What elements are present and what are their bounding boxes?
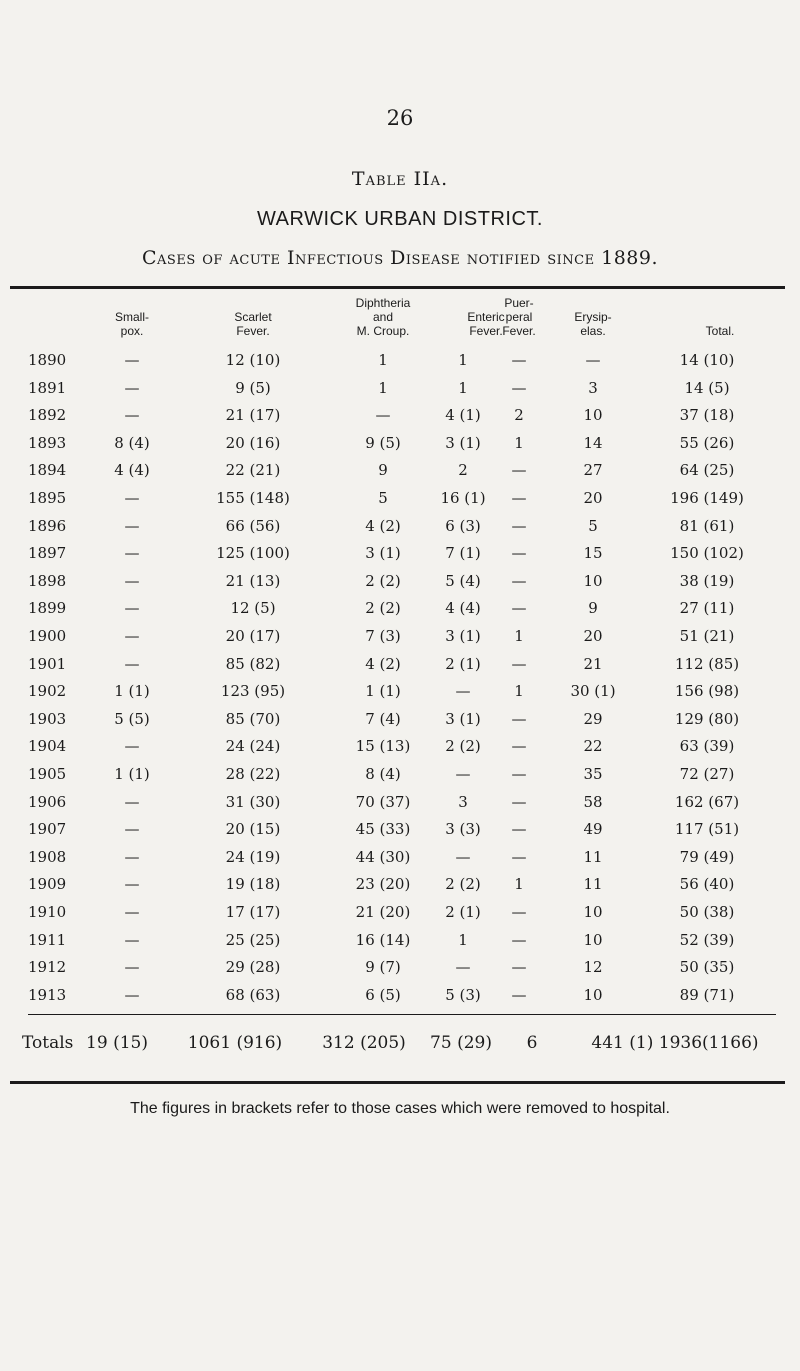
scarlet-fever-cell: 21 (17)	[225, 406, 281, 425]
totals-rule	[28, 1014, 776, 1015]
table-row	[0, 875, 800, 903]
diphtheria-cell: 9 (7)	[365, 958, 401, 977]
smallpox-cell: —	[124, 599, 140, 618]
puerperal-fever-cell: 1	[514, 627, 524, 645]
table-row	[0, 434, 800, 462]
table-title: Table IIa.	[351, 168, 449, 190]
puerperal-fever-cell: —	[511, 709, 527, 728]
header-erysipelas: Erysip- elas.	[574, 310, 612, 338]
smallpox-cell: —	[124, 654, 140, 673]
smallpox-cell: —	[124, 378, 140, 397]
table-row	[0, 599, 800, 627]
year-cell: 1909	[28, 875, 67, 894]
enteric-fever-cell: 1	[458, 378, 468, 397]
district-heading: WARWICK URBAN DISTRICT.	[257, 208, 543, 230]
header-total: Total.	[705, 324, 735, 338]
header-smallpox: Small- pox.	[114, 310, 150, 338]
total-cell: 117 (51)	[674, 820, 740, 839]
scarlet-fever-cell: 20 (15)	[225, 820, 281, 839]
year-cell: 1893	[28, 433, 67, 452]
erysipelas-cell: 58	[583, 792, 603, 811]
erysipelas-cell: 15	[583, 544, 603, 563]
year-cell: 1895	[28, 489, 67, 507]
total-cell: 156 (98)	[674, 682, 740, 701]
year-cell: 1907	[28, 820, 67, 839]
diphtheria-cell: 5	[378, 489, 388, 507]
smallpox-cell: —	[124, 571, 140, 590]
enteric-fever-cell: 2 (1)	[445, 654, 481, 673]
scarlet-fever-cell: 12 (5)	[230, 599, 276, 618]
erysipelas-cell: 22	[583, 737, 603, 756]
totals-erysipelas-and-total: 441 (1) 1936(1166)	[591, 1033, 759, 1053]
diphtheria-cell: 44 (30)	[355, 847, 411, 866]
enteric-fever-cell: 3	[458, 792, 468, 811]
erysipelas-cell: 10	[583, 985, 603, 1004]
header-diphtheria: Diphtheria and M. Croup.	[355, 296, 411, 338]
erysipelas-cell: 10	[583, 571, 603, 590]
puerperal-fever-cell: 1	[514, 682, 524, 701]
enteric-fever-cell: 7 (1)	[445, 544, 481, 563]
year-cell: 1905	[28, 765, 67, 783]
enteric-fever-cell: —	[455, 765, 471, 783]
erysipelas-cell: 21	[583, 654, 603, 673]
diphtheria-cell: 7 (4)	[365, 709, 401, 728]
page-number: 26	[386, 106, 414, 130]
table-row	[0, 903, 800, 931]
header-scarlet-fever: Scarlet Fever.	[234, 310, 272, 338]
smallpox-cell: —	[124, 737, 140, 756]
enteric-fever-cell: 16 (1)	[440, 489, 486, 507]
erysipelas-cell: 3	[588, 378, 598, 397]
puerperal-fever-cell: —	[511, 516, 527, 535]
total-cell: 81 (61)	[679, 516, 735, 535]
scarlet-fever-cell: 20 (16)	[225, 433, 281, 452]
table-row	[0, 461, 800, 489]
puerperal-fever-cell: 2	[514, 406, 524, 425]
table-row	[0, 379, 800, 407]
diphtheria-cell: 70 (37)	[355, 792, 411, 811]
total-cell: 56 (40)	[679, 875, 735, 894]
table-row	[0, 710, 800, 738]
smallpox-cell: 1 (1)	[114, 682, 150, 701]
year-cell: 1912	[28, 958, 67, 977]
totals-puerperal-fever: 6	[526, 1033, 538, 1053]
diphtheria-cell: 16 (14)	[355, 930, 411, 949]
scarlet-fever-cell: 85 (82)	[225, 654, 281, 673]
scarlet-fever-cell: 25 (25)	[225, 930, 281, 949]
year-cell: 1902	[28, 682, 67, 701]
erysipelas-cell: 20	[583, 627, 603, 645]
diphtheria-cell: 2 (2)	[365, 571, 401, 590]
erysipelas-cell: 5	[588, 516, 598, 535]
erysipelas-cell: 49	[583, 820, 603, 839]
smallpox-cell: —	[124, 847, 140, 866]
scarlet-fever-cell: 123 (95)	[220, 682, 286, 701]
total-cell: 196 (149)	[670, 489, 744, 507]
scarlet-fever-cell: 68 (63)	[225, 985, 281, 1004]
diphtheria-cell: 23 (20)	[355, 875, 411, 894]
smallpox-cell: 8 (4)	[114, 433, 150, 452]
enteric-fever-cell: —	[455, 682, 471, 701]
puerperal-fever-cell: —	[511, 461, 527, 480]
diphtheria-cell: 4 (2)	[365, 516, 401, 535]
erysipelas-cell: 10	[583, 406, 603, 425]
table-row	[0, 544, 800, 572]
smallpox-cell: —	[124, 516, 140, 535]
puerperal-fever-cell: —	[511, 820, 527, 839]
year-cell: 1913	[28, 985, 67, 1004]
table-row	[0, 682, 800, 710]
totals-label: Totals	[22, 1033, 74, 1053]
puerperal-fever-cell: 1	[514, 875, 524, 894]
enteric-fever-cell: —	[455, 847, 471, 866]
header-puerperal-fever: Puer- peral Fever.	[502, 296, 536, 338]
erysipelas-cell: 11	[583, 847, 603, 866]
total-cell: 162 (67)	[674, 792, 740, 811]
puerperal-fever-cell: —	[511, 599, 527, 618]
year-cell: 1890	[28, 351, 67, 369]
diphtheria-cell: 9 (5)	[365, 433, 401, 452]
erysipelas-cell: 29	[583, 709, 603, 728]
year-cell: 1911	[28, 930, 67, 949]
smallpox-cell: —	[124, 627, 140, 645]
puerperal-fever-cell: —	[511, 489, 527, 507]
diphtheria-cell: 45 (33)	[355, 820, 411, 839]
bottom-rule	[10, 1081, 785, 1084]
smallpox-cell: —	[124, 930, 140, 949]
table-row	[0, 406, 800, 434]
diphtheria-cell: 1	[378, 351, 388, 369]
diphtheria-cell: 15 (13)	[355, 737, 411, 756]
total-cell: 63 (39)	[679, 737, 735, 756]
year-cell: 1892	[28, 406, 67, 425]
puerperal-fever-cell: —	[511, 792, 527, 811]
total-cell: 72 (27)	[679, 765, 735, 783]
enteric-fever-cell: 1	[458, 930, 468, 949]
totals-scarlet-fever: 1061 (916)	[187, 1033, 283, 1053]
smallpox-cell: 1 (1)	[114, 765, 150, 783]
smallpox-cell: —	[124, 903, 140, 921]
puerperal-fever-cell: —	[511, 378, 527, 397]
diphtheria-cell: 3 (1)	[365, 544, 401, 563]
puerperal-fever-cell: —	[511, 958, 527, 977]
diphtheria-cell: 1	[378, 378, 388, 397]
scarlet-fever-cell: 125 (100)	[216, 544, 290, 563]
year-cell: 1896	[28, 516, 67, 535]
total-cell: 55 (26)	[679, 433, 735, 452]
table-row	[0, 655, 800, 683]
year-cell: 1908	[28, 847, 67, 866]
enteric-fever-cell: 6 (3)	[445, 516, 481, 535]
year-cell: 1904	[28, 737, 67, 756]
enteric-fever-cell: 4 (1)	[445, 406, 481, 425]
diphtheria-cell: 7 (3)	[365, 627, 401, 645]
erysipelas-cell: 9	[588, 599, 598, 618]
total-cell: 50 (35)	[679, 958, 735, 977]
table-row	[0, 627, 800, 655]
scarlet-fever-cell: 24 (24)	[225, 737, 281, 756]
diphtheria-cell: 6 (5)	[365, 985, 401, 1004]
total-cell: 50 (38)	[679, 903, 735, 921]
scarlet-fever-cell: 12 (10)	[225, 351, 281, 369]
smallpox-cell: —	[124, 351, 140, 369]
table-row	[0, 489, 800, 517]
total-cell: 112 (85)	[674, 654, 740, 673]
puerperal-fever-cell: —	[511, 847, 527, 866]
year-cell: 1910	[28, 903, 67, 921]
total-cell: 89 (71)	[679, 985, 735, 1004]
enteric-fever-cell: 4 (4)	[445, 599, 481, 618]
smallpox-cell: —	[124, 489, 140, 507]
table-subtitle: Cases of acute Infectious Disease notified since 1889.	[142, 247, 658, 269]
totals-enteric-fever: 75 (29)	[430, 1033, 492, 1053]
enteric-fever-cell: —	[455, 958, 471, 977]
totals-diphtheria: 312 (205)	[322, 1033, 406, 1053]
puerperal-fever-cell: —	[511, 351, 527, 369]
smallpox-cell: —	[124, 820, 140, 839]
total-cell: 14 (5)	[684, 378, 730, 397]
erysipelas-cell: 10	[583, 930, 603, 949]
enteric-fever-cell: 3 (1)	[445, 627, 481, 645]
footnote: The figures in brackets refer to those cases which were removed to hospital.	[130, 1100, 670, 1117]
erysipelas-cell: —	[585, 351, 601, 369]
totals-row	[0, 1033, 800, 1063]
diphtheria-cell: 8 (4)	[365, 765, 401, 783]
table-row	[0, 986, 800, 1014]
year-cell: 1897	[28, 544, 67, 563]
enteric-fever-cell: 3 (1)	[445, 433, 481, 452]
year-cell: 1891	[28, 378, 67, 397]
total-cell: 52 (39)	[679, 930, 735, 949]
total-cell: 129 (80)	[674, 709, 740, 728]
total-cell: 14 (10)	[679, 351, 735, 369]
smallpox-cell: —	[124, 985, 140, 1004]
total-cell: 37 (18)	[679, 406, 735, 425]
table-row	[0, 931, 800, 959]
diphtheria-cell: —	[375, 406, 391, 425]
scarlet-fever-cell: 19 (18)	[225, 875, 281, 894]
enteric-fever-cell: 5 (3)	[445, 985, 481, 1004]
header-enteric-fever: Enteric Fever.	[467, 310, 505, 338]
table-row	[0, 765, 800, 793]
erysipelas-cell: 35	[583, 765, 603, 783]
smallpox-cell: 5 (5)	[114, 709, 150, 728]
smallpox-cell: 4 (4)	[114, 461, 150, 480]
puerperal-fever-cell: —	[511, 544, 527, 563]
scarlet-fever-cell: 28 (22)	[225, 765, 281, 783]
total-cell: 150 (102)	[670, 544, 744, 563]
enteric-fever-cell: 2 (1)	[445, 903, 481, 921]
smallpox-cell: —	[124, 875, 140, 894]
puerperal-fever-cell: —	[511, 765, 527, 783]
table-row	[0, 351, 800, 379]
scarlet-fever-cell: 31 (30)	[225, 792, 281, 811]
erysipelas-cell: 14	[583, 433, 603, 452]
diphtheria-cell: 4 (2)	[365, 654, 401, 673]
scarlet-fever-cell: 17 (17)	[225, 903, 281, 921]
year-cell: 1894	[28, 461, 67, 480]
puerperal-fever-cell: 1	[514, 433, 524, 452]
puerperal-fever-cell: —	[511, 654, 527, 673]
total-cell: 27 (11)	[679, 599, 735, 618]
puerperal-fever-cell: —	[511, 903, 527, 921]
scarlet-fever-cell: 22 (21)	[225, 461, 281, 480]
scarlet-fever-cell: 155 (148)	[216, 489, 290, 507]
table-row	[0, 517, 800, 545]
smallpox-cell: —	[124, 406, 140, 425]
smallpox-cell: —	[124, 544, 140, 563]
year-cell: 1906	[28, 792, 67, 811]
scarlet-fever-cell: 9 (5)	[235, 378, 271, 397]
erysipelas-cell: 20	[583, 489, 603, 507]
diphtheria-cell: 21 (20)	[355, 903, 411, 921]
erysipelas-cell: 12	[583, 958, 603, 977]
scarlet-fever-cell: 20 (17)	[225, 627, 281, 645]
total-cell: 51 (21)	[679, 627, 735, 645]
diphtheria-cell: 2 (2)	[365, 599, 401, 618]
enteric-fever-cell: 2	[458, 461, 468, 480]
enteric-fever-cell: 5 (4)	[445, 571, 481, 590]
scarlet-fever-cell: 21 (13)	[225, 571, 281, 590]
totals-smallpox: 19 (15)	[86, 1033, 148, 1053]
scarlet-fever-cell: 85 (70)	[225, 709, 281, 728]
diphtheria-cell: 1 (1)	[365, 682, 401, 701]
enteric-fever-cell: 1	[458, 351, 468, 369]
scarlet-fever-cell: 24 (19)	[225, 847, 281, 866]
scarlet-fever-cell: 66 (56)	[225, 516, 281, 535]
total-cell: 64 (25)	[679, 461, 735, 480]
puerperal-fever-cell: —	[511, 930, 527, 949]
table-row	[0, 793, 800, 821]
table-row	[0, 572, 800, 600]
erysipelas-cell: 11	[583, 875, 603, 894]
smallpox-cell: —	[124, 792, 140, 811]
table-row	[0, 848, 800, 876]
enteric-fever-cell: 2 (2)	[445, 875, 481, 894]
table-row	[0, 820, 800, 848]
smallpox-cell: —	[124, 958, 140, 977]
erysipelas-cell: 30 (1)	[570, 682, 616, 701]
year-cell: 1903	[28, 709, 67, 728]
enteric-fever-cell: 2 (2)	[445, 737, 481, 756]
year-cell: 1898	[28, 571, 67, 590]
puerperal-fever-cell: —	[511, 985, 527, 1004]
table-row	[0, 737, 800, 765]
erysipelas-cell: 27	[583, 461, 603, 480]
total-cell: 38 (19)	[679, 571, 735, 590]
year-cell: 1900	[28, 627, 67, 645]
scarlet-fever-cell: 29 (28)	[225, 958, 281, 977]
top-rule	[10, 286, 785, 289]
table-row	[0, 958, 800, 986]
diphtheria-cell: 9	[378, 461, 388, 480]
puerperal-fever-cell: —	[511, 571, 527, 590]
enteric-fever-cell: 3 (3)	[445, 820, 481, 839]
puerperal-fever-cell: —	[511, 737, 527, 756]
erysipelas-cell: 10	[583, 903, 603, 921]
year-cell: 1901	[28, 654, 67, 673]
enteric-fever-cell: 3 (1)	[445, 709, 481, 728]
total-cell: 79 (49)	[679, 847, 735, 866]
year-cell: 1899	[28, 599, 67, 618]
